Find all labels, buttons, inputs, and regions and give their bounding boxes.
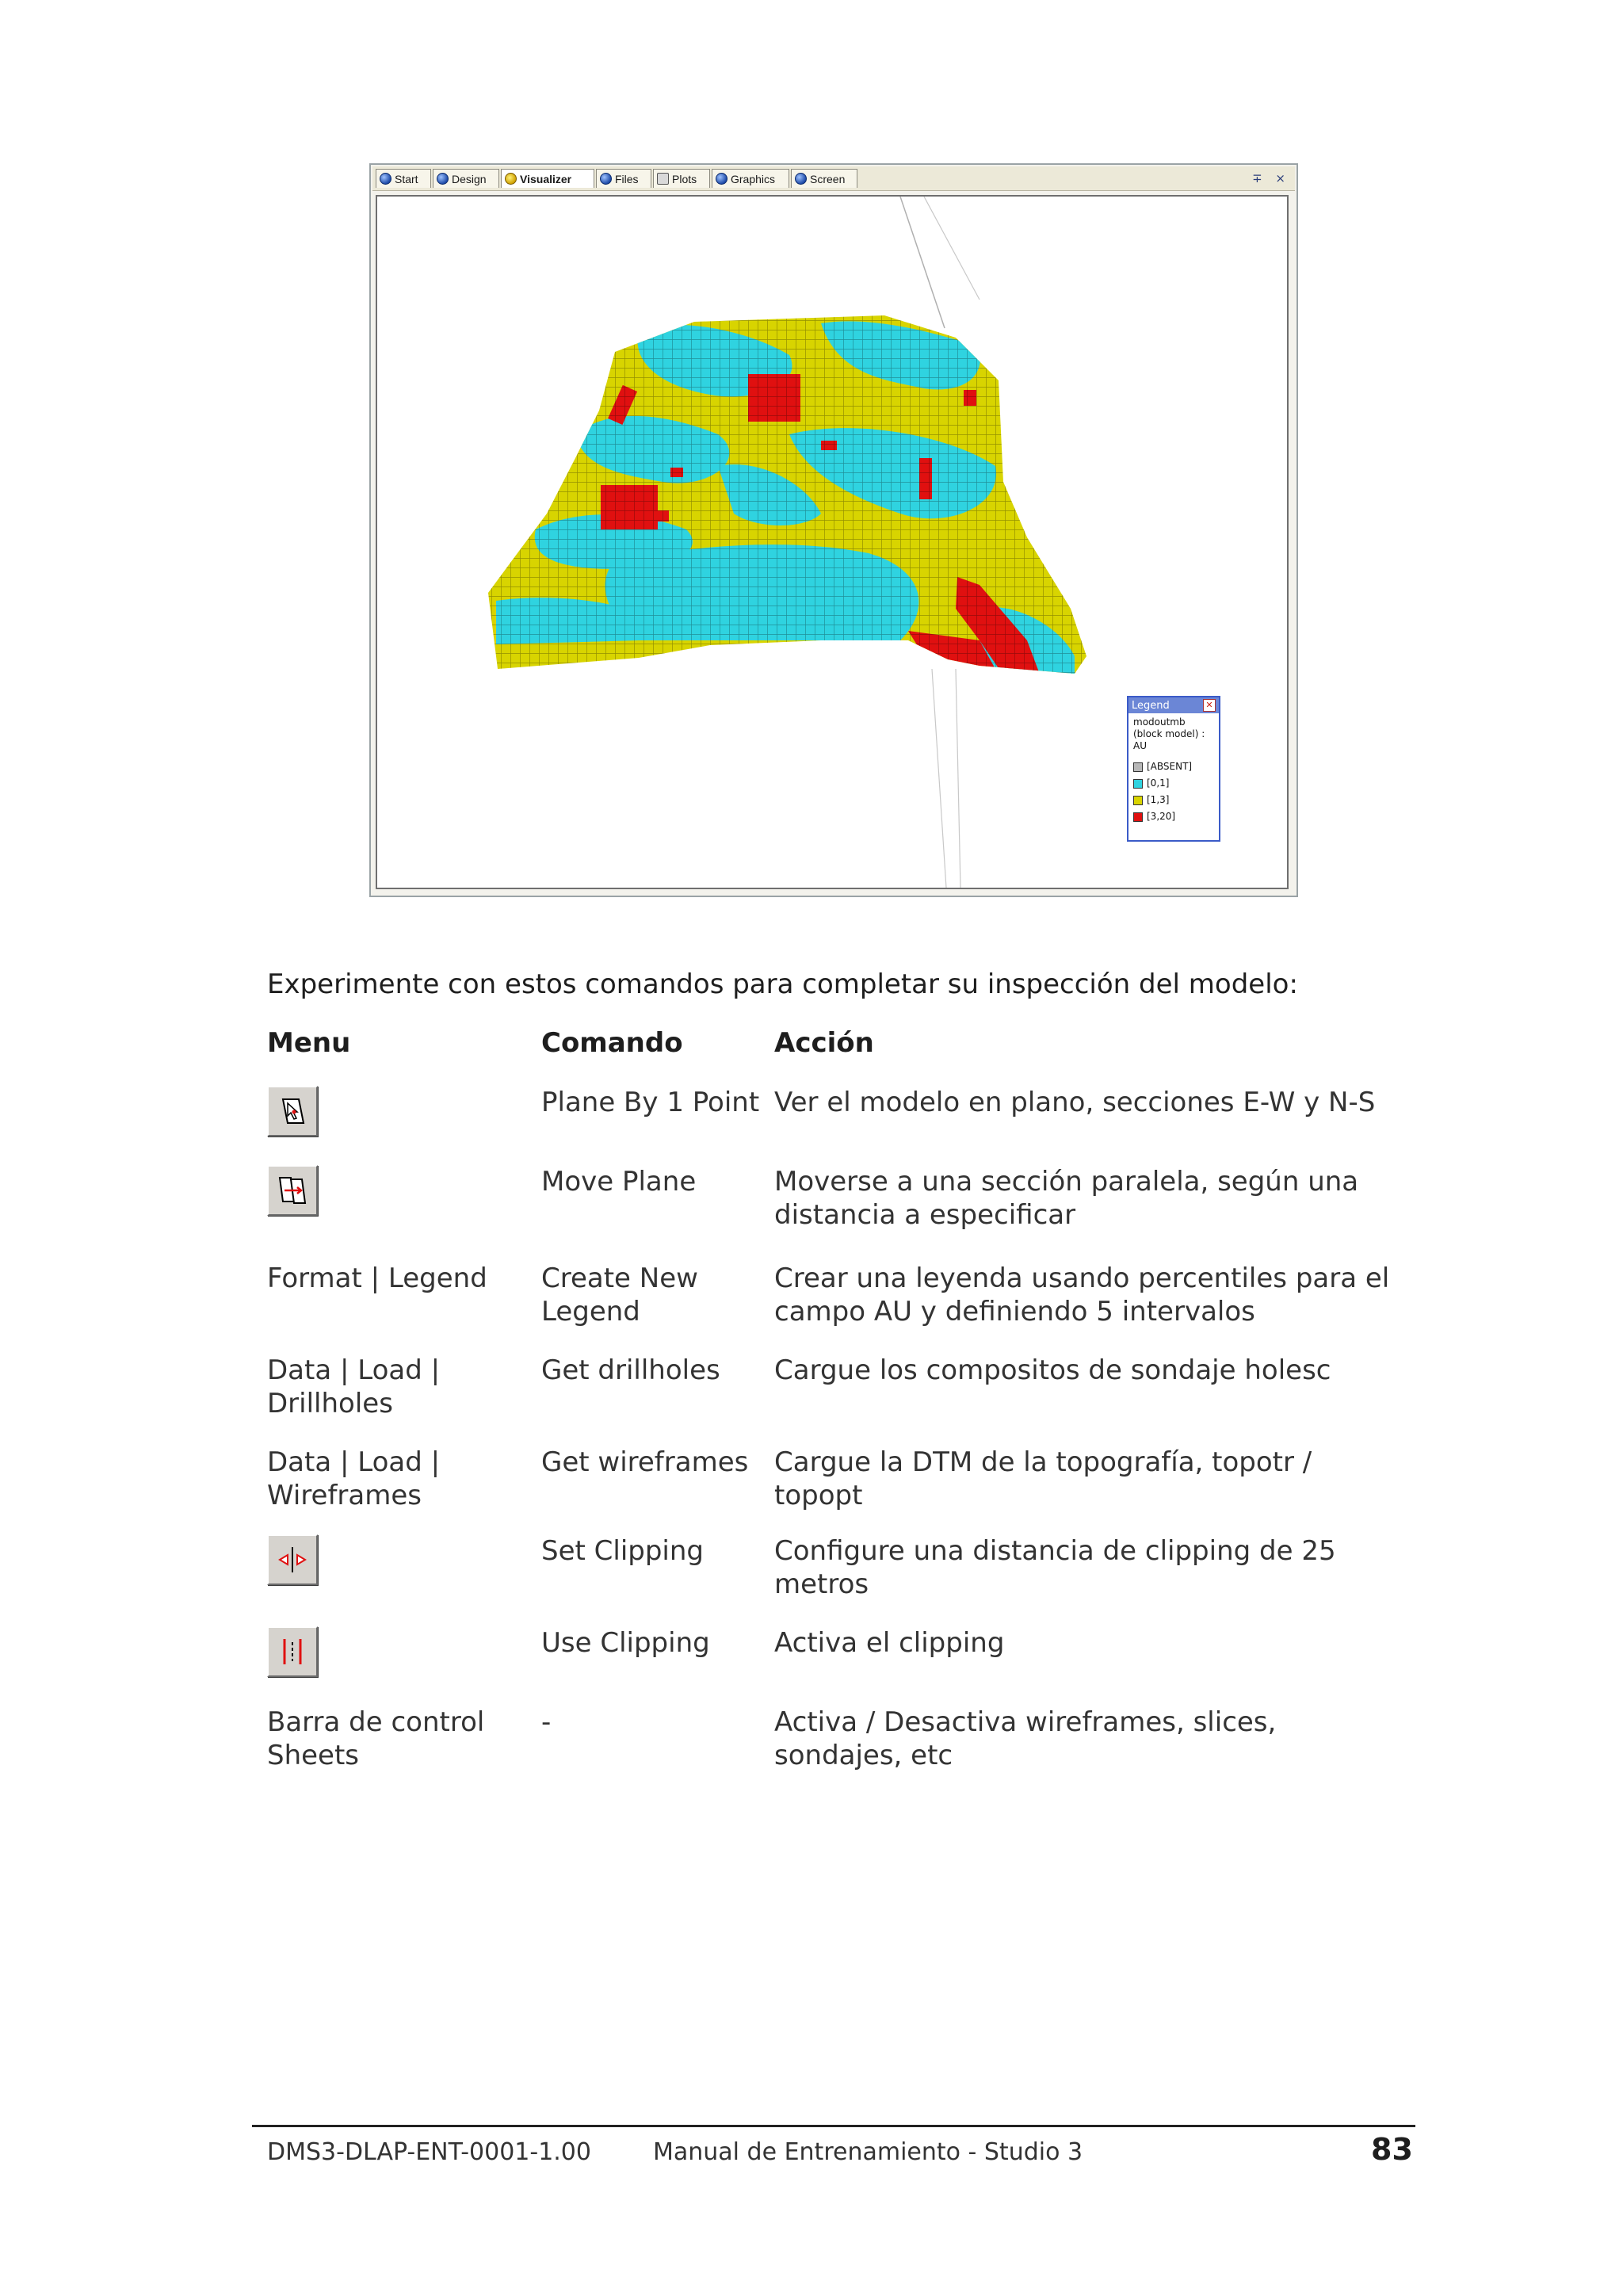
command-cell: Get drillholes	[541, 1354, 720, 1386]
wireframe-line	[924, 197, 980, 300]
legend-field: AU	[1133, 740, 1147, 751]
legend-title-bar[interactable]	[1128, 697, 1219, 713]
tab-design[interactable]	[433, 169, 499, 188]
action-cell: Configure una distancia de clipping de 25 metros	[774, 1535, 1336, 1600]
use-clipping-icon[interactable]	[267, 1626, 318, 1677]
move-plane-icon[interactable]	[267, 1165, 318, 1216]
legend-item-label: [3,20]	[1147, 811, 1176, 822]
command-cell: Get wireframes	[541, 1446, 749, 1478]
wireframe-line	[956, 669, 960, 888]
header-command: Comando	[541, 1027, 683, 1059]
legend-model-info	[1128, 713, 1219, 752]
legend-swatch	[1133, 812, 1143, 822]
close-icon[interactable]: ✕	[1203, 699, 1216, 712]
tab-start[interactable]	[376, 169, 431, 188]
start-globe-icon	[380, 173, 391, 185]
menu-cell: Data | Load | Wireframes	[267, 1446, 441, 1511]
tab-screen[interactable]	[791, 169, 857, 188]
tab-label: Start	[395, 172, 418, 185]
tab-visualizer[interactable]	[501, 169, 594, 188]
command-cell: -	[541, 1706, 552, 1738]
action-cell: Crear una leyenda usando percentiles para el campo AU y definiendo 5 intervalos	[774, 1263, 1390, 1328]
graphics-globe-icon	[716, 173, 727, 185]
wireframe-line	[900, 197, 945, 328]
action-cell: Activa el clipping	[774, 1627, 1005, 1659]
set-clipping-icon[interactable]	[267, 1534, 318, 1585]
action-cell: Cargue la DTM de la topografía, topotr / topopt	[774, 1446, 1312, 1511]
legend-item	[1133, 808, 1214, 825]
footer-rule	[252, 2125, 1415, 2127]
footer-doc-code: DMS3-DLAP-ENT-0001-1.00	[267, 2138, 591, 2166]
tab-label: Graphics	[731, 172, 776, 185]
tab-label: Visualizer	[520, 172, 572, 185]
design-globe-icon	[437, 173, 449, 185]
footer-title: Manual de Entrenamiento - Studio 3	[653, 2138, 1083, 2166]
window-controls[interactable]: ∓ ×	[1252, 171, 1290, 185]
command-cell: Use Clipping	[541, 1627, 710, 1659]
legend-item-label: [0,1]	[1147, 777, 1170, 789]
visualizer-window	[369, 163, 1298, 897]
legend-item	[1133, 775, 1214, 792]
action-cell: Ver el modelo en plano, secciones E-W y N-S	[774, 1087, 1376, 1118]
legend-item	[1133, 758, 1214, 775]
intro-paragraph: Experimente con estos comandos para completar su inspección del modelo:	[267, 968, 1298, 1000]
screen-globe-icon	[795, 173, 807, 185]
legend-swatch	[1133, 779, 1143, 789]
tab-graphics[interactable]	[712, 169, 789, 188]
action-cell: Activa / Desactiva wireframes, slices, sondajes, etc	[774, 1706, 1277, 1771]
legend-swatch	[1133, 762, 1143, 772]
legend-model-type: (block model) :	[1133, 728, 1205, 739]
legend-items	[1128, 752, 1219, 825]
legend-panel[interactable]	[1127, 696, 1220, 842]
plane-by-point-icon[interactable]	[267, 1086, 318, 1137]
3d-viewport[interactable]	[376, 195, 1289, 889]
header-menu: Menu	[267, 1027, 351, 1059]
tab-label: Plots	[672, 172, 697, 185]
menu-cell: Barra de control Sheets	[267, 1706, 485, 1771]
tab-files[interactable]	[596, 169, 651, 188]
tab-bar	[372, 166, 1295, 191]
tab-plots[interactable]	[653, 169, 710, 188]
tab-label: Files	[615, 172, 639, 185]
menu-cell: Data | Load | Drillholes	[267, 1354, 441, 1419]
tab-label: Design	[452, 172, 487, 185]
legend-title: Legend	[1132, 699, 1170, 712]
page-number: 83	[1371, 2132, 1413, 2167]
command-cell: Move Plane	[541, 1166, 697, 1198]
menu-cell: Format | Legend	[267, 1263, 487, 1294]
plots-icon	[657, 173, 669, 185]
action-cell: Moverse a una sección paralela, según una distancia a especificar	[774, 1166, 1359, 1231]
files-globe-icon	[600, 173, 612, 185]
action-cell: Cargue los compositos de sondaje holesc	[774, 1354, 1331, 1386]
command-cell: Set Clipping	[541, 1535, 705, 1567]
visualizer-lightning-icon	[505, 173, 517, 185]
legend-item	[1133, 792, 1214, 808]
command-cell: Plane By 1 Point	[541, 1087, 760, 1118]
command-cell: Create New Legend	[541, 1263, 698, 1328]
header-action: Acción	[774, 1027, 874, 1059]
tab-label: Screen	[810, 172, 846, 185]
legend-swatch	[1133, 796, 1143, 805]
legend-item-label: [ABSENT]	[1147, 761, 1193, 772]
legend-item-label: [1,3]	[1147, 794, 1170, 805]
wireframe-line	[932, 669, 946, 888]
legend-model-name: modoutmb	[1133, 716, 1186, 728]
